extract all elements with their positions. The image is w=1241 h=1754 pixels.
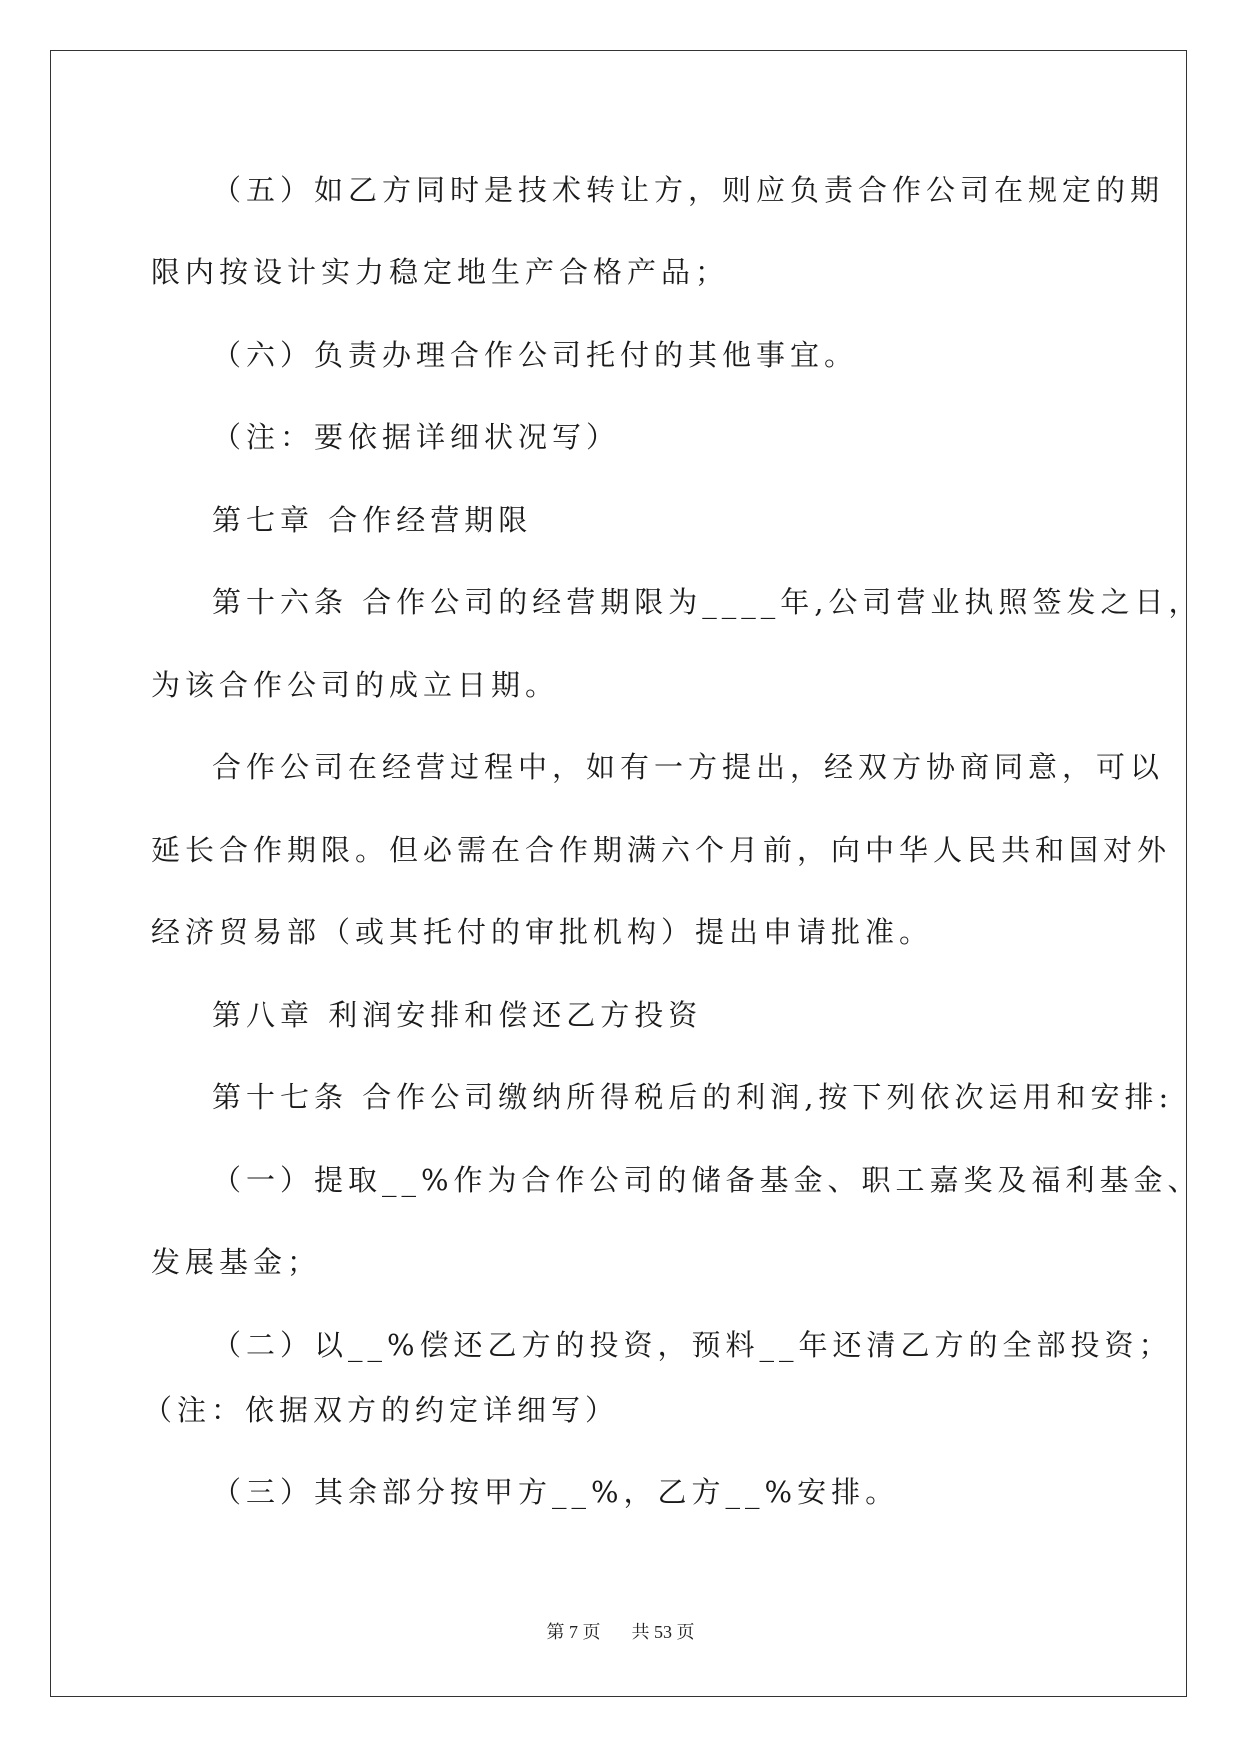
page-border: [50, 50, 1203, 1697]
text-line-article-17: 第十七条 合作公司缴纳所得税后的利润,按下列依次运用和安排:: [212, 1080, 1174, 1114]
text-line-note-2: （注：依据双方的约定详细写）: [143, 1393, 620, 1427]
text-line-item-1-cont: 发展基金；: [151, 1245, 322, 1279]
page-number: 第 7 页: [546, 1622, 601, 1642]
page-footer: [0, 1620, 1241, 1644]
text-line-item-1: （一）提取__%作为合作公司的储备基金、职工嘉奖及福利基金、: [212, 1163, 1202, 1197]
text-line-clause-6: （六）负责办理合作公司托付的其他事宜。: [212, 338, 859, 372]
chapter-8-heading: 第八章 利润安排和偿还乙方投资: [212, 998, 703, 1032]
page-total: 共 53 页: [631, 1622, 695, 1642]
chapter-7-heading: 第七章 合作经营期限: [212, 503, 533, 537]
text-line-clause-5: （五）如乙方同时是技术转让方，则应负责合作公司在规定的期: [212, 173, 1165, 207]
text-line-item-3: （三）其余部分按甲方__%，乙方__%安排。: [212, 1475, 900, 1509]
text-line-clause-5-cont: 限内按设计实力稳定地生产合格产品；: [151, 255, 730, 289]
text-line-extension-3: 经济贸易部（或其托付的审批机构）提出申请批准。: [151, 915, 934, 949]
text-line-article-16: 第十六条 合作公司的经营期限为____年,公司营业执照签发之日，: [212, 585, 1203, 619]
text-line-extension-2: 延长合作期限。但必需在合作期满六个月前，向中华人民共和国对外: [151, 833, 1172, 867]
text-line-item-2: （二）以__%偿还乙方的投资，预料__年还清乙方的全部投资；: [212, 1328, 1173, 1362]
text-line-extension-1: 合作公司在经营过程中，如有一方提出，经双方协商同意，可以: [212, 750, 1165, 784]
text-line-article-16-cont: 为该合作公司的成立日期。: [151, 668, 560, 702]
text-line-note-1: （注：要依据详细状况写）: [212, 420, 621, 454]
